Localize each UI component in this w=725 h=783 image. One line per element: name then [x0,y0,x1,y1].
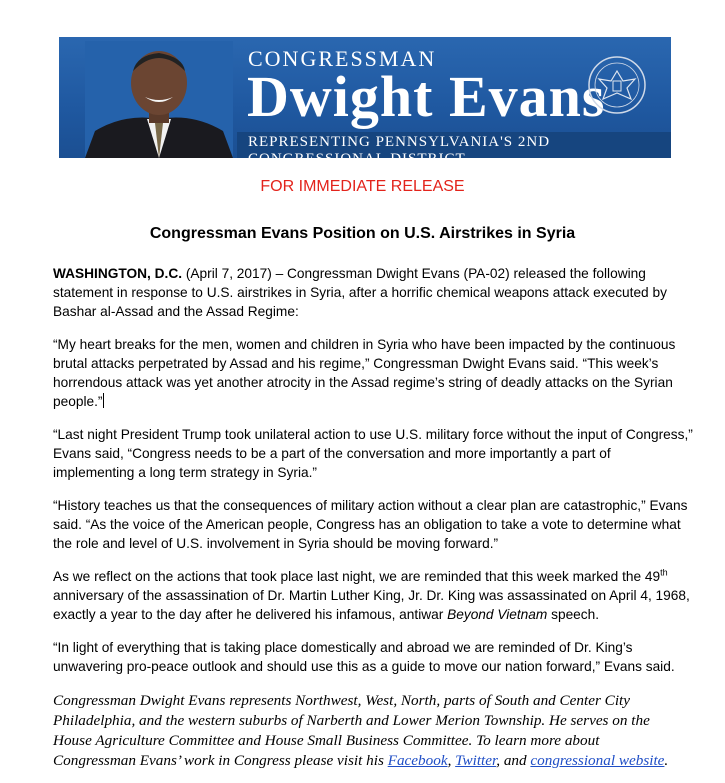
paragraph-intro [53,264,693,321]
twitter-link[interactable]: Twitter [455,752,497,769]
paragraph-quote-3: “History teaches us that the consequences of military action without a clear plan are catastrophic,” Evans said. “As the voice of the American people, Congress has an obligation to take a vote to determine what the role and level of U.S. involvement in Syria should be moving forward.” [53,498,688,551]
mlk-text-c: speech. [547,607,600,622]
about-text: Congressman Dwight Evans represents Northwest, West, North, parts of South and Center City Philadelphia, and the western suburbs of Narberth and Lower Merion Township. He serves on the House Agriculture Committee and House Small Business Committee. To learn more about Congressman Evans’ work in Congress please visit his [53,692,650,769]
text-cursor [103,393,104,408]
release-label: FOR IMMEDIATE RELEASE [260,178,465,195]
congressional-seal-icon [587,55,647,115]
paragraph-mlk [53,567,693,624]
mlk-text-a: As we reflect on the actions that took place last night, we are reminded that this week marked the 49 [53,569,661,584]
banner-title-congressman: CONGRESSMAN [248,46,437,71]
separator-1: , [447,752,456,769]
intro-text: (April 7, 2017) – Congressman Dwight Evans (PA-02) released the following statement in response to U.S. airstrikes in Syria, after a horrific chemical weapons attack executed by Bashar al-Assad and the Assad Regime: [53,266,667,319]
separator-2: , and [496,752,531,769]
dateline: WASHINGTON, D.C. [53,266,183,281]
quote-1-text: “My heart breaks for the men, women and children in Syria who have been impacted by the continuous brutal attacks perpetrated by Assad and his regime,” Congressman Dwight Evans said. “This week’s horrendous attack was yet another atrocity in the Assad regime’s string of deadly attacks on the Syrian people.” [53,337,676,409]
paragraph-quote-4: “In light of everything that is taking place domestically and abroad we are reminded of Dr. King’s unwavering pro-peace outlook and should use this as a guide to move our nation forward,” Evans said. [53,640,675,674]
header-banner [59,37,671,167]
banner-name: Dwight Evans [247,64,606,129]
facebook-link[interactable]: Facebook [387,752,448,769]
congressional-website-link[interactable]: congressional website [530,752,665,769]
congressman-portrait [85,41,233,158]
mlk-text-b: anniversary of the assassination of Dr. Martin Luther King, Jr. Dr. King was assassinated on April 4, 1968, exactly a year to the day after he delivered his infamous, antiwar [53,588,690,622]
ordinal-suffix: th [660,567,668,578]
press-release-title: Congressman Evans Position on U.S. Airstrikes in Syria [149,225,576,242]
about-end: . [664,752,669,769]
paragraph-quote-2: “Last night President Trump took unilateral action to use U.S. military force without the input of Congress,” Evans said, “Congress needs to be a part of the conversation and more importantly a part of implementing a long term strategy in Syria.” [53,427,693,480]
paragraph-quote-1 [53,335,693,411]
speech-title: Beyond Vietnam [447,607,548,622]
about-congressman [53,691,673,771]
banner-subtitle: REPRESENTING PENNSYLVANIA'S 2ND CONGRESSIONAL DISTRICT [248,134,551,167]
